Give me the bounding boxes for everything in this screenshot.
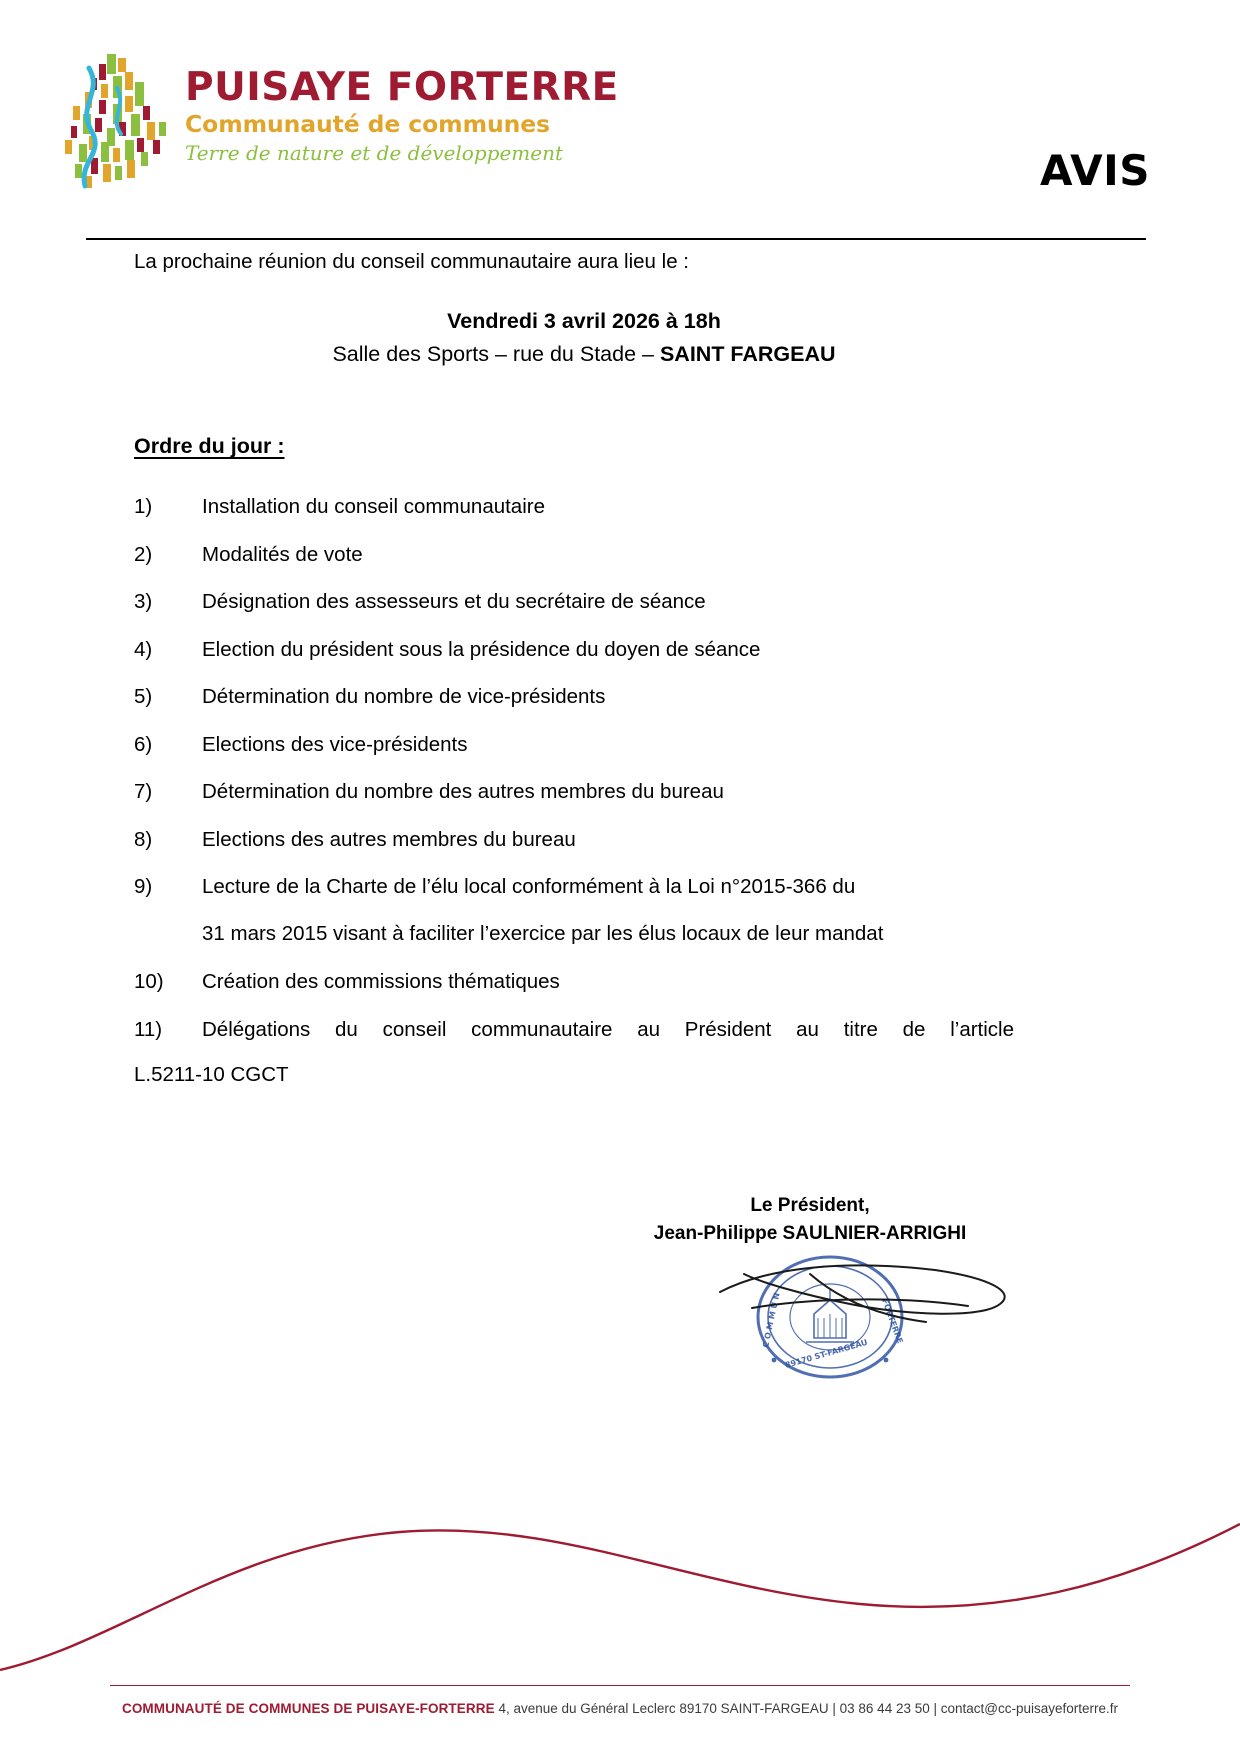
footer-wave-decoration — [0, 1492, 1240, 1672]
handwritten-signature — [700, 1230, 1040, 1370]
agenda-item-text-line2: 31 mars 2015 visant à faciliter l’exercice par les élus locaux de leur mandat — [202, 922, 884, 946]
agenda-continuation: L.5211-10 CGCT — [134, 1063, 289, 1086]
meeting-details — [134, 305, 1034, 372]
agenda-item — [134, 636, 1014, 663]
agenda-item — [134, 826, 1014, 853]
agenda-item-number: 1) — [134, 495, 153, 518]
agenda-item — [134, 588, 1014, 615]
organization-tagline: Terre de nature et de développement — [185, 140, 564, 165]
organization-name: PUISAYE FORTERRE — [185, 65, 619, 110]
agenda-item-number: 4) — [134, 637, 153, 661]
organization-logo — [55, 48, 619, 208]
agenda-item-text: Détermination du nombre de vice-présidents — [202, 685, 606, 709]
agenda-item-number: 3) — [134, 590, 153, 614]
intro-paragraph: La prochaine réunion du conseil communautaire aura lieu le : — [134, 250, 689, 273]
agenda-item — [134, 731, 1014, 758]
agenda-item-text: Création des commissions thématiques — [202, 969, 560, 993]
organization-wordmark — [185, 65, 619, 165]
agenda-item — [134, 968, 1014, 995]
puisaye-forterre-map-logo-icon — [55, 48, 190, 193]
organization-subtitle: Communauté de communes — [185, 109, 550, 138]
svg-text:C O M M U N: C O M M U N — [761, 1292, 782, 1349]
agenda-item — [134, 873, 1014, 947]
agenda-item-number: 11) — [134, 1017, 163, 1041]
agenda-item-text-line1: Lecture de la Charte de l’élu local conformément à la Loi n°2015-366 du — [202, 875, 856, 899]
meeting-place-town: SAINT FARGEAU — [659, 342, 836, 367]
agenda-item-number: 2) — [134, 542, 153, 566]
agenda-item — [134, 1016, 1014, 1043]
agenda-item-text: Modalités de vote — [202, 542, 363, 566]
meeting-date: Vendredi 3 avril 2026 à 18h — [447, 309, 721, 333]
agenda-item — [134, 493, 1014, 520]
agenda-item — [134, 541, 1014, 568]
agenda-item-text: Election du président sous la présidence du doyen de séance — [202, 637, 761, 661]
header-divider — [86, 238, 1146, 240]
agenda-item-number: 10) — [134, 969, 164, 993]
meeting-place — [134, 338, 1034, 371]
agenda-item-number: 7) — [134, 780, 153, 804]
agenda-item-text: Désignation des assesseurs et du secrétaire de séance — [202, 590, 706, 614]
agenda-item — [134, 778, 1014, 805]
svg-text:FORTERRE: FORTERRE — [880, 1297, 905, 1345]
agenda-item-text: Elections des autres membres du bureau — [202, 827, 576, 851]
agenda-item-number: 9) — [134, 875, 153, 899]
agenda-item-text: Installation du conseil communautaire — [202, 495, 545, 518]
signature-role: Le Président, — [750, 1195, 870, 1216]
footer — [0, 1700, 1240, 1718]
svg-text:89170 ST-FARGEAU: 89170 ST-FARGEAU — [784, 1337, 869, 1370]
footer-brand: COMMUNAUTÉ DE COMMUNES DE PUISAYE-FORTERRE — [121, 1701, 495, 1717]
agenda-item-number: 5) — [134, 685, 153, 709]
signature-name: Jean-Philippe SAULNIER-ARRIGHI — [653, 1222, 967, 1244]
agenda-item-text: Elections des vice-présidents — [202, 732, 468, 756]
agenda-list — [134, 493, 1014, 1063]
agenda-item-number: 6) — [134, 732, 153, 756]
agenda-item-text — [202, 873, 1014, 947]
footer-details: 4, avenue du Général Leclerc 89170 SAINT-FARGEAU | 03 86 44 23 50 | contact@cc-puisayeforterre.fr — [498, 1701, 1119, 1717]
agenda-item-text: Délégations du conseil communautaire au Président au titre de l’article — [202, 1017, 1014, 1041]
footer-divider — [110, 1685, 1130, 1686]
agenda-item — [134, 683, 1014, 710]
meeting-place-prefix: Salle des Sports – rue du Stade – — [332, 342, 660, 367]
agenda-item-number: 8) — [134, 827, 153, 851]
document-header — [0, 38, 1240, 218]
page-title: AVIS — [1039, 146, 1150, 195]
agenda-heading: Ordre du jour : — [134, 434, 285, 458]
agenda-item-text: Détermination du nombre des autres membres du bureau — [202, 780, 724, 804]
